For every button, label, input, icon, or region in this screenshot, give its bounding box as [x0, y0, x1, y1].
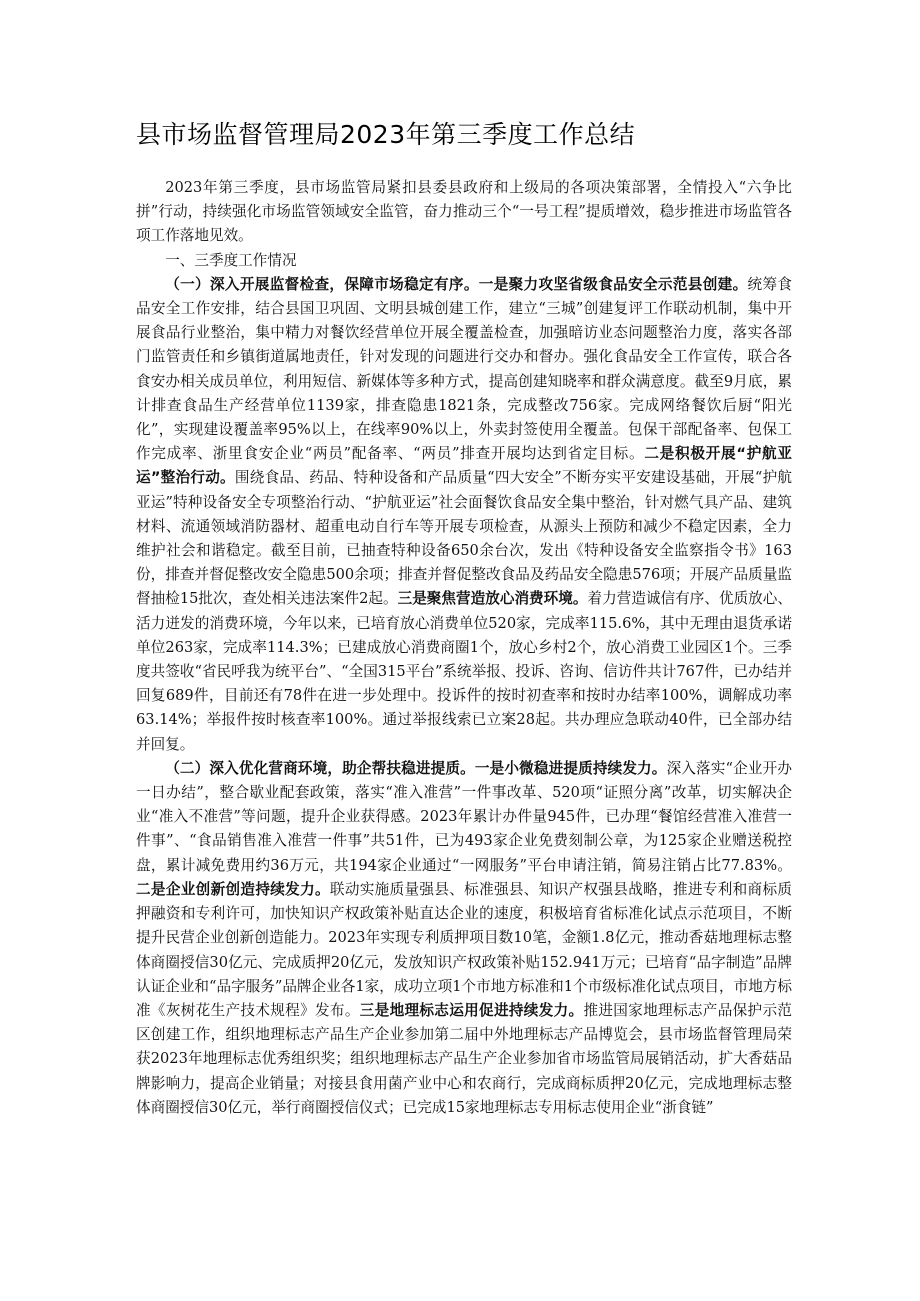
paragraph-text: 统筹食品安全工作安排，结合县国卫巩固、文明县城创建工作，建立“三城”创建复评工作联动机制，集中开展食品行业整治，集中精力对餐饮经营单位开展全覆盖检查，加强暗访业态问题整治力度，落实各部门监管责任和乡镇街道属地责任，针对发现的问题进行交办和督办。强化食品安全工作宣传，联合各食安办相关成员单位，利用短信、新媒体等多种方式，提高创建知晓率和群众满意度。截至9月底，累计排查食品生产经营单位1139家，排查隐患1821条，完成整改756家。完成网络餐饮后厨“阳光化”，实现建设覆盖率95%以上，在线率90%以上，外卖封签使用全覆盖。包保干部配备率、包保工作完成率、浙里食安企业“两员”配备率、“两员”排查开展均达到省定目标。 [136, 275, 792, 463]
paragraph-text: 深入落实“企业开办一日办结”，整合歇业配套政策，落实“准入准营”一件事改革、520项“证照分离”改革，切实解决企业“准入不准营”等问题，提升企业获得感。2023年累计办件量945件，已办理“餐馆经营准入准营一件事”、“食品销售准入准营一件事”共51件，已为493家企业免费刻制公章，为125家企业赠送税控盘，累计减免费用约36万元，共194家企业通过“一网服务”平台申请注销，简易注销占比77.83%。 [136, 759, 792, 874]
paragraph-supervision [136, 273, 792, 757]
intro-paragraph: 2023年第三季度，县市场监管局紧扣县委县政府和上级局的各项决策部署，全情投入“六争比拼”行动，持续强化市场监管领域安全监管，奋力推动三个“一号工程”提质增效，稳步推进市场监管各项工作落地见效。 [136, 179, 792, 245]
document-title: 县市场监督管理局2023年第三季度工作总结 [136, 120, 636, 149]
paragraph-lead: 三是地理标志运用促进持续发力。 [359, 1001, 584, 1019]
paragraph-lead: （二）深入优化营商环境，助企帮扶稳进提质。一是小微稳进提质持续发力。 [165, 759, 667, 777]
paragraph-lead: 二是企业创新创造持续发力。 [136, 880, 330, 898]
document-page [136, 118, 792, 1120]
paragraph-text: 推进国家地理标志产品保护示范区创建工作，组织地理标志产品生产企业参加第二届中外地理标志产品博览会，县市场监督管理局荣获2023年地理标志优秀组织奖；组织地理标志产品生产企业参加省市场监管局展销活动，扩大香菇品牌影响力，提高企业销量；对接县食用菌产业中心和农商行，完成商标质押20亿元，完成地理标志整体商圈授信30亿元，举行商圈授信仪式；已完成15家地理标志专用标志使用企业“浙食链” [136, 1001, 792, 1116]
paragraph-lead: 三是聚焦营造放心消费环境。 [397, 590, 588, 608]
paragraph-text: 着力营造诚信有序、优质放心、活力迸发的消费环境，今年以来，已培育放心消费单位520家，完成率115.6%，其中无理由退货承诺单位263家，完成率114.3%；已建成放心消费商圈1个，放心乡村2个，放心消费工业园区1个。三季度共签收“省民呼我为统平台”、“全国315平台”系统举报、投诉、咨询、信访件共计767件，已办结并回复689件，目前还有78件在进一步处理中。投诉件的按时初查率和按时办结率100%，调解成功率63.14%；举报件按时核查率100%。通过举报线索已立案28起。共办理应急联动40件，已全部办结并回复。 [136, 590, 792, 753]
paragraph-lead: （一）深入开展监督检查，保障市场稳定有序。一是聚力攻坚省级食品安全示范县创建。 [165, 275, 748, 293]
section-heading: 一、三季度工作情况 [165, 251, 297, 269]
paragraph-text: 联动实施质量强县、标准强县、知识产权强县战略，推进专利和商标质押融资和专利许可，加快知识产权政策补贴直达企业的速度，积极培育省标准化试点示范项目，不断提升民营企业创新创造能力。2023年实现专利质押项目数10笔，金额1.8亿元，推动香菇地理标志整体商圈授信30亿元、完成质押20亿元，发放知识产权政策补贴152.941万元；已培育“品字制造”品牌认证企业和“品字服务”品牌企业各1家，成功立项1个市地方标准和1个市级标准化试点项目，市地方标准《灰树花生产技术规程》发布。 [136, 880, 792, 1019]
paragraph-lead: 二是积极开展“护航亚运”整治行动。 [136, 445, 792, 487]
paragraph-business [136, 757, 792, 1120]
paragraph-text: 围绕食品、药品、特种设备和产品质量“四大安全”不断夯实平安建设基础，开展“护航亚运”特种设备安全专项整治行动、“护航亚运”社会面餐饮食品安全集中整治，针对燃气具产品、建筑材料、流通领域消防器材、超重电动自行车等开展专项检查，从源头上预防和减少不稳定因素，全力维护社会和谐稳定。截至目前，已抽查特种设备650余台次，发出《特种设备安全监察指令书》163份，排查并督促整改安全隐患500余项；排查并督促整改食品及药品安全隐患576项；开展产品质量监督抽检15批次，查处相关违法案件2起。 [136, 469, 793, 608]
